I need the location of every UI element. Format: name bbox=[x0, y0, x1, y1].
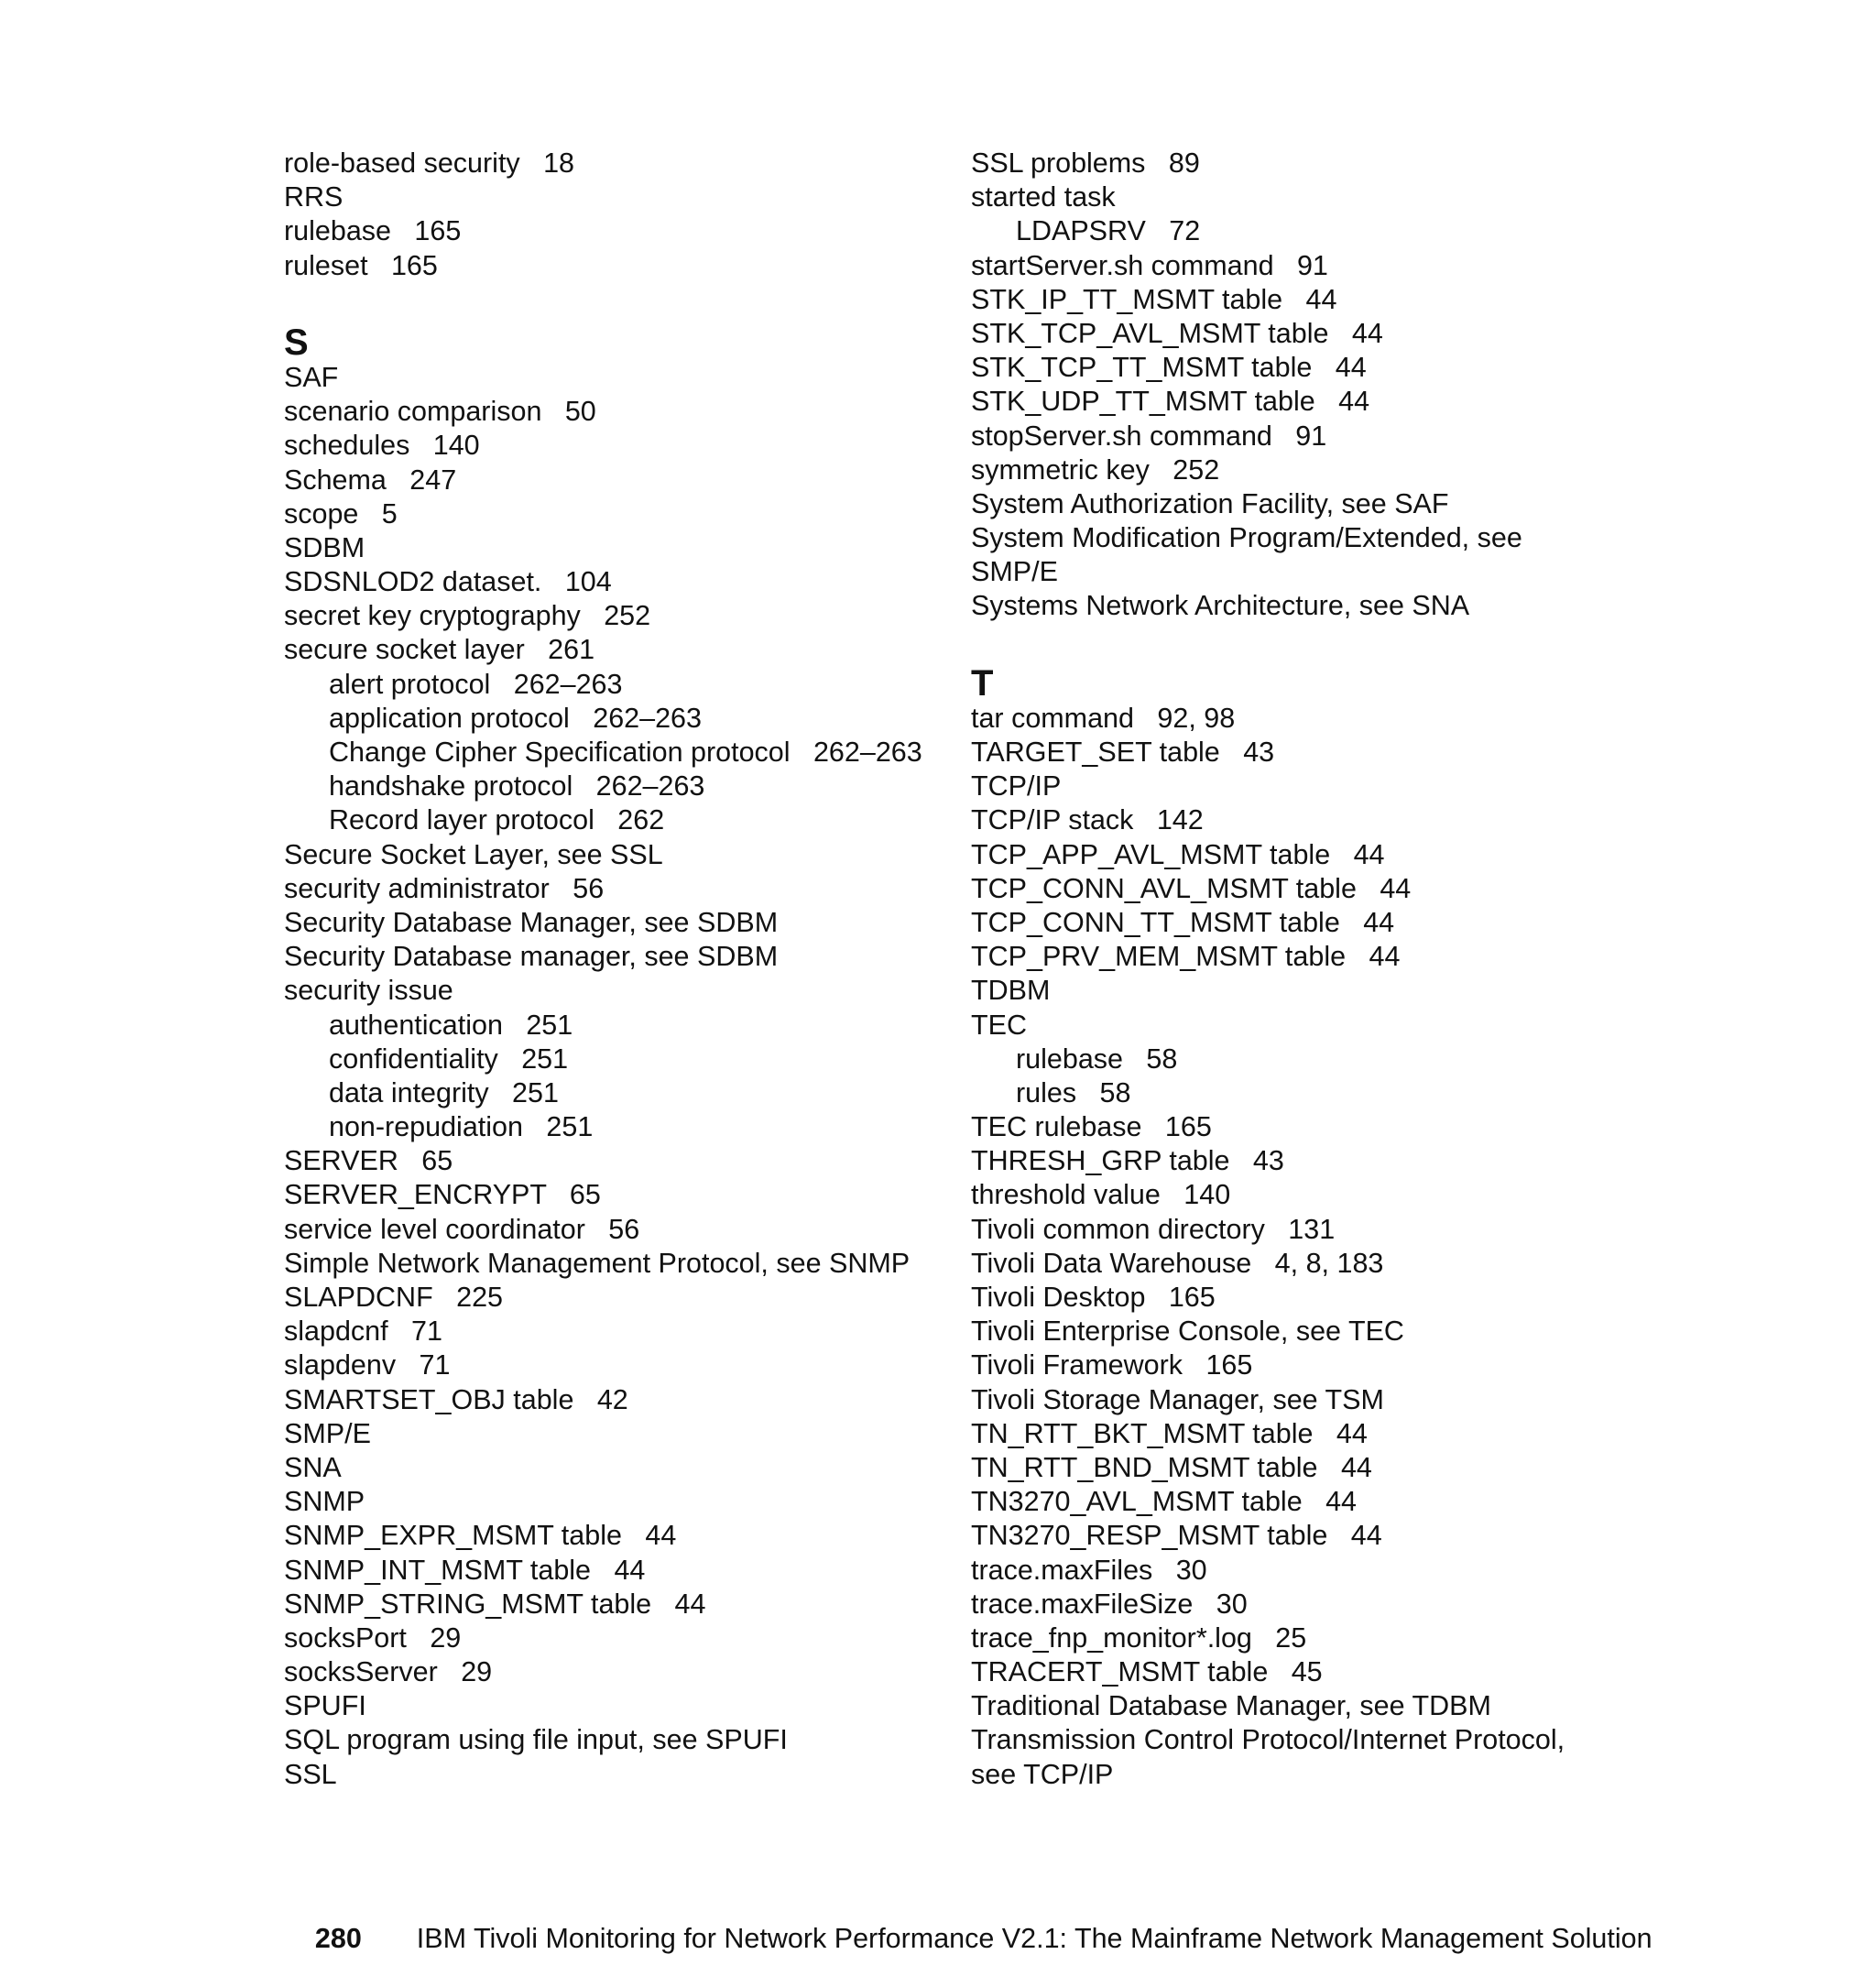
index-entry: Transmission Control Protocol/Internet Protocol, bbox=[971, 1724, 1565, 1756]
index-subentry: Change Cipher Specification protocol 262–263 bbox=[329, 737, 922, 768]
index-entry: scenario comparison 50 bbox=[284, 396, 596, 428]
index-subentry: LDAPSRV 72 bbox=[1016, 215, 1201, 247]
index-entry: SDSNLOD2 dataset. 104 bbox=[284, 566, 612, 598]
index-entry: socksServer 29 bbox=[284, 1656, 493, 1688]
index-subentry: handshake protocol 262–263 bbox=[329, 770, 705, 802]
index-entry: TN3270_AVL_MSMT table 44 bbox=[971, 1486, 1358, 1518]
index-subentry: non-repudiation 251 bbox=[329, 1111, 594, 1143]
index-entry: TEC bbox=[971, 1009, 1027, 1041]
book-title: IBM Tivoli Monitoring for Network Performance V2.1: The Mainframe Network Management Solution bbox=[416, 1923, 1652, 1954]
index-entry: role-based security 18 bbox=[284, 147, 575, 179]
index-entry: SNA bbox=[284, 1451, 342, 1483]
page-number: 280 bbox=[314, 1923, 362, 1954]
section-letter: S bbox=[284, 322, 309, 363]
index-entry: SNMP bbox=[284, 1486, 365, 1518]
index-entry: STK_IP_TT_MSMT table 44 bbox=[971, 283, 1337, 315]
index-entry: SERVER 65 bbox=[284, 1145, 453, 1177]
index-entry: rulebase 165 bbox=[284, 215, 462, 247]
index-entry: TCP/IP stack 142 bbox=[971, 804, 1204, 836]
index-entry: System Modification Program/Extended, see bbox=[971, 522, 1522, 554]
index-entry: tar command 92, 98 bbox=[971, 702, 1236, 734]
index-entry: SNMP_EXPR_MSMT table 44 bbox=[284, 1520, 677, 1552]
index-column-right bbox=[971, 147, 1631, 1792]
index-column-left bbox=[284, 147, 943, 1792]
index-entry: schedules 140 bbox=[284, 430, 480, 462]
index-entry: THRESH_GRP table 43 bbox=[971, 1145, 1284, 1177]
index-entry: RRS bbox=[284, 181, 344, 213]
index-entry: TCP_CONN_TT_MSMT table 44 bbox=[971, 906, 1395, 938]
index-entry: SNMP_STRING_MSMT table 44 bbox=[284, 1588, 706, 1620]
index-entry: SNMP_INT_MSMT table 44 bbox=[284, 1554, 646, 1586]
index-entry: security issue bbox=[284, 975, 453, 1007]
index-entry: started task bbox=[971, 181, 1116, 213]
index-entry: socksPort 29 bbox=[284, 1621, 462, 1654]
index-entry: TN_RTT_BKT_MSMT table 44 bbox=[971, 1417, 1368, 1449]
index-entry: slapdenv 71 bbox=[284, 1349, 451, 1381]
page-footer bbox=[284, 1891, 1652, 1987]
index-entry: STK_UDP_TT_MSMT table 44 bbox=[971, 386, 1370, 418]
index-entry: SMP/E bbox=[971, 556, 1058, 588]
index-entry: Simple Network Management Protocol, see SNMP bbox=[284, 1247, 911, 1279]
index-entry: TARGET_SET table 43 bbox=[971, 737, 1275, 768]
index-entry: Schema 247 bbox=[284, 464, 457, 496]
index-entry: Tivoli Enterprise Console, see TEC bbox=[971, 1316, 1404, 1348]
index-entry: STK_TCP_AVL_MSMT table 44 bbox=[971, 317, 1383, 349]
index-entry: TCP/IP bbox=[971, 770, 1062, 802]
index-subentry: rules 58 bbox=[1016, 1076, 1131, 1108]
index-entry: TRACERT_MSMT table 45 bbox=[971, 1656, 1323, 1688]
index-entry: see TCP/IP bbox=[971, 1758, 1114, 1790]
index-entry: security administrator 56 bbox=[284, 872, 605, 904]
index-entry: service level coordinator 56 bbox=[284, 1213, 640, 1245]
index-entry: SPUFI bbox=[284, 1690, 366, 1722]
index-entry: trace_fnp_monitor*.log 25 bbox=[971, 1621, 1307, 1654]
index-subentry: confidentiality 251 bbox=[329, 1043, 569, 1075]
index-entry: TCP_APP_AVL_MSMT table 44 bbox=[971, 838, 1385, 870]
index-entry: ruleset 165 bbox=[284, 249, 438, 281]
index-entry: SSL bbox=[284, 1758, 337, 1790]
index-entry: TCP_CONN_AVL_MSMT table 44 bbox=[971, 872, 1412, 904]
index-subentry: alert protocol 262–263 bbox=[329, 668, 623, 700]
section-letter: T bbox=[971, 662, 994, 704]
index-entry: SAF bbox=[284, 361, 339, 393]
spacer bbox=[971, 624, 1631, 658]
index-entry: Security Database Manager, see SDBM bbox=[284, 906, 779, 938]
index-entry: stopServer.sh command 91 bbox=[971, 420, 1327, 452]
index-entry: SMP/E bbox=[284, 1417, 371, 1449]
index-entry: slapdcnf 71 bbox=[284, 1316, 442, 1348]
index-entry: symmetric key 252 bbox=[971, 453, 1220, 486]
index-subentry: Record layer protocol 262 bbox=[329, 804, 665, 836]
index-entry: TN_RTT_BND_MSMT table 44 bbox=[971, 1451, 1372, 1483]
index-entry: startServer.sh command 91 bbox=[971, 249, 1328, 281]
index-entry: TEC rulebase 165 bbox=[971, 1111, 1212, 1143]
index-entry: Tivoli Framework 165 bbox=[971, 1349, 1253, 1381]
index-entry: scope 5 bbox=[284, 497, 398, 530]
index-entry: TCP_PRV_MEM_MSMT table 44 bbox=[971, 941, 1401, 973]
index-entry: Traditional Database Manager, see TDBM bbox=[971, 1690, 1491, 1722]
index-entry: Tivoli Storage Manager, see TSM bbox=[971, 1383, 1384, 1415]
index-entry: Security Database manager, see SDBM bbox=[284, 941, 779, 973]
index-entry: Secure Socket Layer, see SSL bbox=[284, 838, 663, 870]
index-entry: SLAPDCNF 225 bbox=[284, 1282, 504, 1313]
index-entry: TN3270_RESP_MSMT table 44 bbox=[971, 1520, 1382, 1552]
index-entry: Tivoli common directory 131 bbox=[971, 1213, 1336, 1245]
index-entry: trace.maxFileSize 30 bbox=[971, 1588, 1248, 1620]
index-entry: Tivoli Desktop 165 bbox=[971, 1282, 1216, 1313]
index-subentry: rulebase 58 bbox=[1016, 1043, 1178, 1075]
index-entry: trace.maxFiles 30 bbox=[971, 1554, 1207, 1586]
index-entry: SMARTSET_OBJ table 42 bbox=[284, 1383, 628, 1415]
spacer bbox=[284, 283, 943, 317]
index-entry: TDBM bbox=[971, 975, 1051, 1007]
index-subentry: application protocol 262–263 bbox=[329, 702, 702, 734]
index-entry: Systems Network Architecture, see SNA bbox=[971, 590, 1470, 622]
index-subentry: data integrity 251 bbox=[329, 1076, 559, 1108]
index-entry: SERVER_ENCRYPT 65 bbox=[284, 1179, 601, 1211]
index-entry: SDBM bbox=[284, 531, 365, 563]
index-entry: secret key cryptography 252 bbox=[284, 600, 651, 632]
index-entry: SQL program using file input, see SPUFI bbox=[284, 1724, 788, 1756]
index-entry: secure socket layer 261 bbox=[284, 634, 595, 666]
index-entry: Tivoli Data Warehouse 4, 8, 183 bbox=[971, 1247, 1384, 1279]
index-entry: SSL problems 89 bbox=[971, 147, 1200, 179]
index-entry: System Authorization Facility, see SAF bbox=[971, 487, 1449, 519]
index-entry: STK_TCP_TT_MSMT table 44 bbox=[971, 352, 1367, 384]
index-entry: threshold value 140 bbox=[971, 1179, 1231, 1211]
index-subentry: authentication 251 bbox=[329, 1009, 573, 1041]
